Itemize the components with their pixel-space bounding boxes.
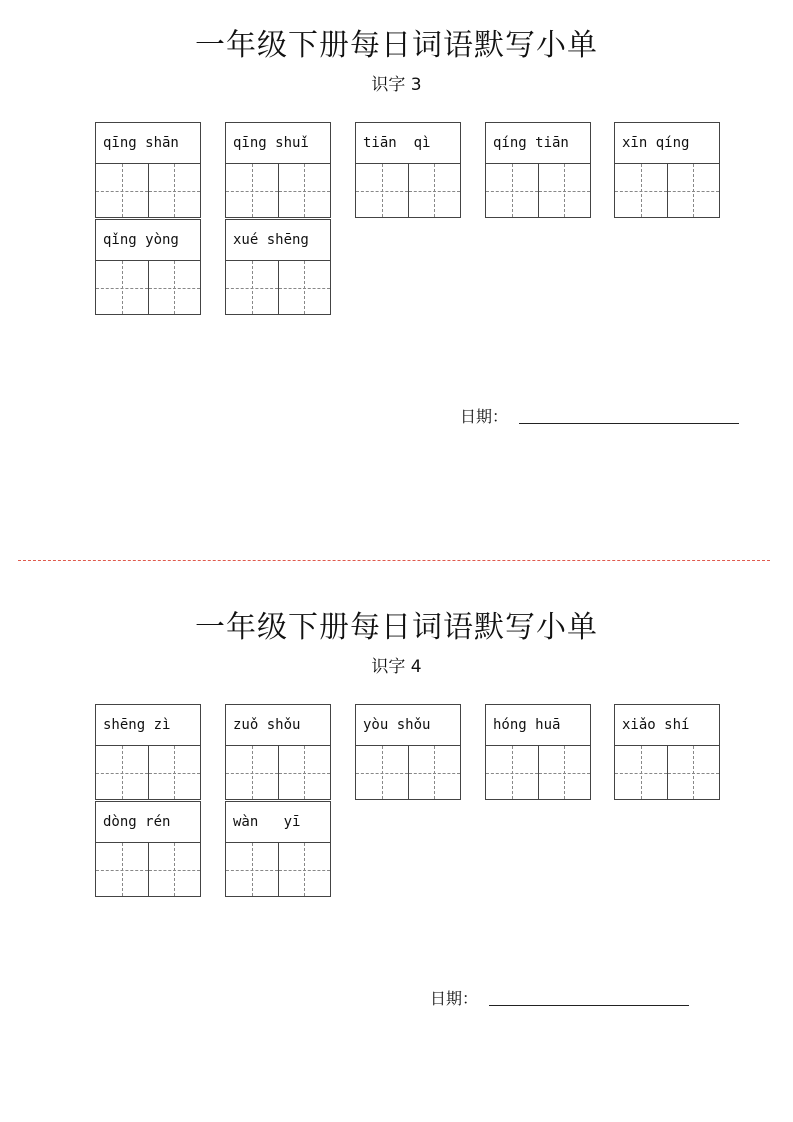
worksheet-subtitle: 识字 4 [371,657,422,677]
word-box [485,122,591,218]
word-box [225,122,331,218]
word-box [355,122,461,218]
pinyin-label: xīn qíng [615,123,719,164]
writing-grid[interactable] [615,164,719,217]
word-box [95,801,201,897]
writing-grid[interactable] [486,164,590,217]
word-box [225,704,331,800]
pinyin-label: qíng tiān [486,123,590,164]
worksheet-subtitle: 识字 3 [371,75,422,95]
word-box [614,704,720,800]
writing-grid[interactable] [356,746,460,799]
pinyin-label: dòng rén [96,802,200,843]
pinyin-label: qīng shuǐ [226,123,330,164]
date-label: 日期： [460,407,509,426]
worksheet-2 [0,580,793,1122]
word-box [95,704,201,800]
writing-grid[interactable] [615,746,719,799]
pinyin-label: qīng shān [96,123,200,164]
writing-grid[interactable] [96,261,200,314]
cut-line [18,560,770,561]
pinyin-label: xiǎo shí [615,705,719,746]
pinyin-label: hóng huā [486,705,590,746]
pinyin-label: qǐng yòng [96,220,200,261]
worksheet-1 [0,0,793,545]
pinyin-label: tiān qì [356,123,460,164]
pinyin-label: shēng zì [96,705,200,746]
date-label: 日期： [430,989,479,1008]
word-box [614,122,720,218]
pinyin-label: wàn yī [226,802,330,843]
date-line[interactable] [489,1005,689,1006]
writing-grid[interactable] [486,746,590,799]
writing-grid[interactable] [226,746,330,799]
word-box [485,704,591,800]
writing-grid[interactable] [226,164,330,217]
word-box [225,801,331,897]
pinyin-label: xué shēng [226,220,330,261]
writing-grid[interactable] [356,164,460,217]
pinyin-label: zuǒ shǒu [226,705,330,746]
word-box [95,122,201,218]
worksheet-title: 一年级下册每日词语默写小单 [195,610,598,645]
word-box [355,704,461,800]
date-line[interactable] [519,423,739,424]
writing-grid[interactable] [96,746,200,799]
writing-grid[interactable] [96,164,200,217]
word-box [95,219,201,315]
writing-grid[interactable] [226,843,330,896]
writing-grid[interactable] [96,843,200,896]
worksheet-title: 一年级下册每日词语默写小单 [195,28,598,63]
word-box [225,219,331,315]
writing-grid[interactable] [226,261,330,314]
pinyin-label: yòu shǒu [356,705,460,746]
